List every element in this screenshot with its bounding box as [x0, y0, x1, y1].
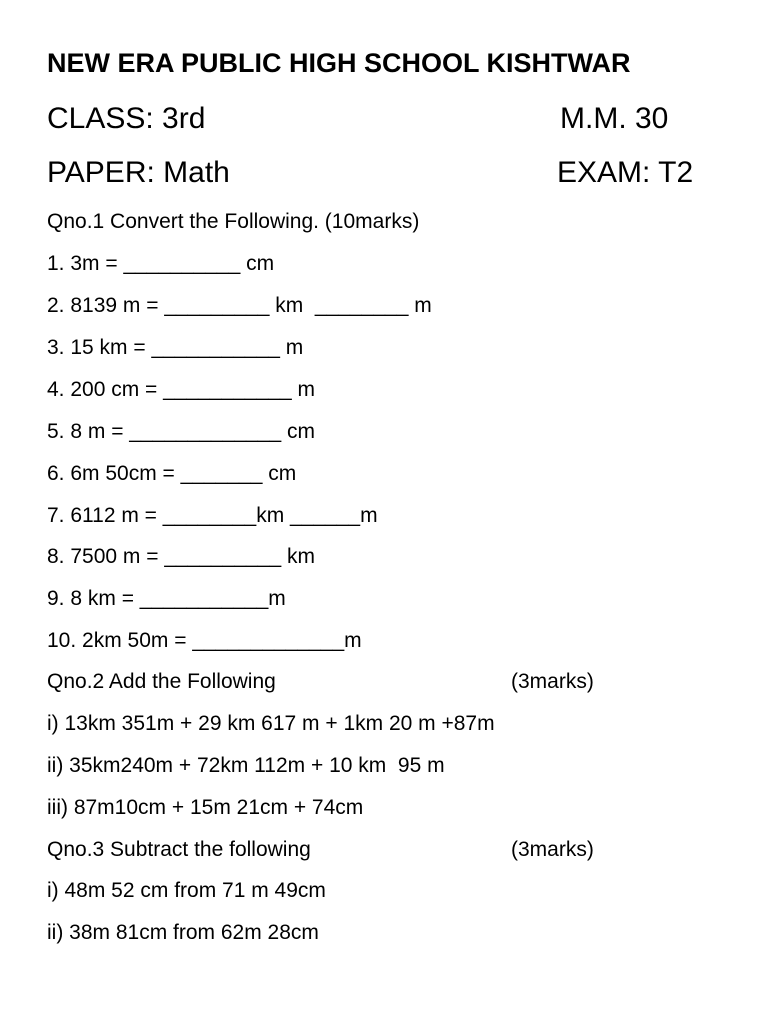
q2-item-3: iii) 87m10cm + 15m 21cm + 74cm: [47, 796, 364, 819]
q3-marks: (3marks): [511, 838, 594, 861]
q1-heading: Qno.1 Convert the Following. (10marks): [47, 210, 420, 233]
q1-item-8: 8. 7500 m = __________ km: [47, 545, 315, 568]
q3-heading: Qno.3 Subtract the following: [47, 838, 311, 861]
class-label: CLASS: 3rd: [47, 102, 206, 135]
q2-item-2: ii) 35km240m + 72km 112m + 10 km 95 m: [47, 754, 445, 777]
q2-heading: Qno.2 Add the Following: [47, 670, 276, 693]
q1-item-9: 9. 8 km = ___________m: [47, 587, 286, 610]
paper-label: PAPER: Math: [47, 156, 230, 189]
q1-item-6: 6. 6m 50cm = _______ cm: [47, 462, 297, 485]
q1-item-5: 5. 8 m = _____________ cm: [47, 420, 315, 443]
school-title: NEW ERA PUBLIC HIGH SCHOOL KISHTWAR: [47, 48, 631, 78]
q2-marks: (3marks): [511, 670, 594, 693]
q1-item-2: 2. 8139 m = _________ km ________ m: [47, 294, 432, 317]
q1-item-7: 7. 6112 m = ________km ______m: [47, 504, 378, 527]
max-marks: M.M. 30: [560, 102, 669, 135]
q1-item-4: 4. 200 cm = ___________ m: [47, 378, 315, 401]
q3-item-1: i) 48m 52 cm from 71 m 49cm: [47, 879, 326, 902]
exam-label: EXAM: T2: [557, 156, 694, 189]
q1-item-3: 3. 15 km = ___________ m: [47, 336, 304, 359]
q1-item-10: 10. 2km 50m = _____________m: [47, 629, 362, 652]
q2-item-1: i) 13km 351m + 29 km 617 m + 1km 20 m +87m: [47, 712, 495, 735]
q3-item-2: ii) 38m 81cm from 62m 28cm: [47, 921, 319, 944]
q1-item-1: 1. 3m = __________ cm: [47, 252, 275, 275]
